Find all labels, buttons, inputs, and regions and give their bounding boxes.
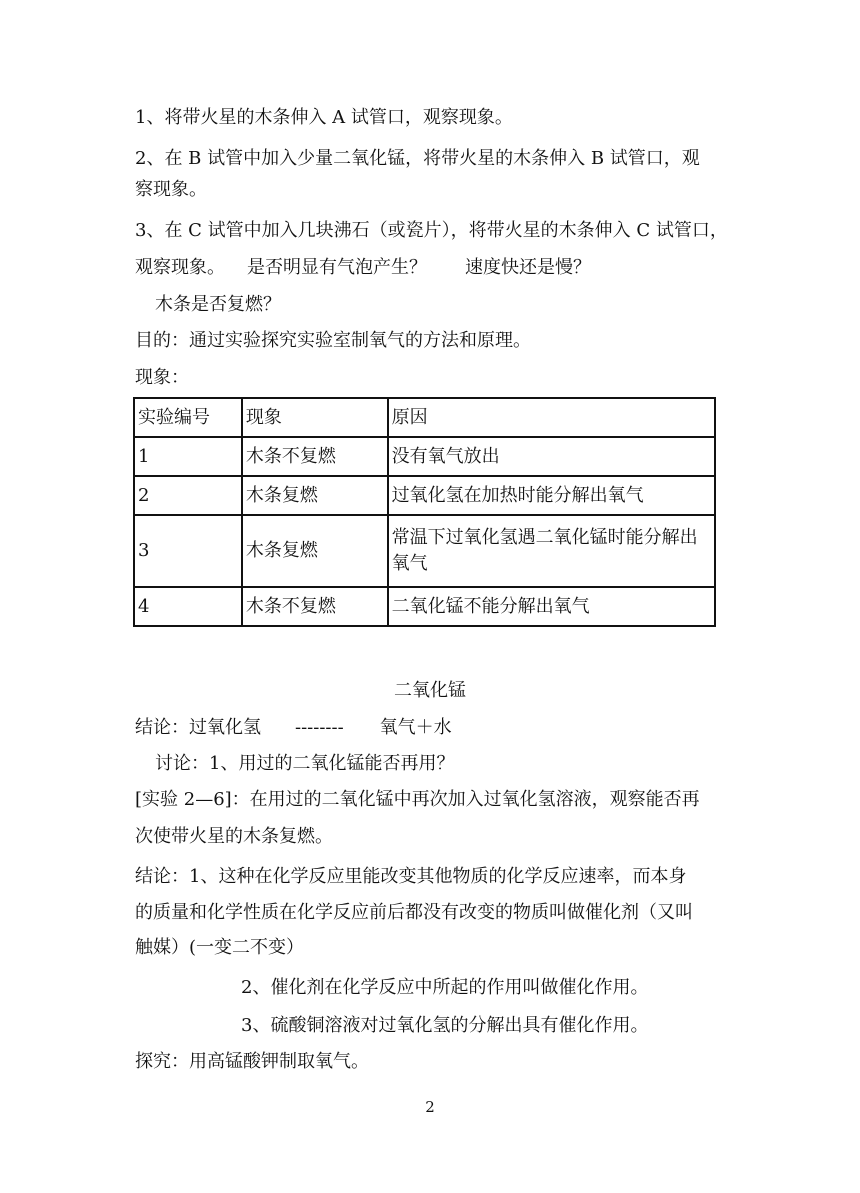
row-phenomenon: 木条复燃 [242, 515, 388, 587]
step-2-text-line2: 察现象。 [135, 179, 207, 200]
step-3-bubbles: 是否明显有气泡产生？ [247, 257, 427, 278]
row-id: 2 [134, 476, 242, 515]
explore-text: 探究：用高锰酸钾制取氧气。 [135, 1051, 369, 1072]
purpose-text: 目的：通过实验探究实验室制氧气的方法和原理。 [135, 330, 531, 351]
experiment-text-line1: [实验 2—6]：在用过的二氧化锰中再次加入过氧化氢溶液，观察能否再 [135, 789, 700, 810]
row-reason: 过氧化氢在加热时能分解出氧气 [388, 476, 715, 515]
equation-products: 氧气＋水 [379, 717, 452, 738]
results-table [133, 397, 716, 627]
conclusion-text-line3: 触媒）(一变二不变） [135, 937, 305, 958]
discussion-text: 讨论：1、用过的二氧化锰能否再用？ [155, 753, 455, 774]
table-row [134, 437, 715, 476]
row-phenomenon: 木条不复燃 [242, 437, 388, 476]
table-header-row [134, 398, 715, 437]
equation-catalyst: 二氧化锰 [394, 680, 466, 701]
equation-line [135, 716, 725, 740]
conclusion-item-3: 3、硫酸铜溶液对过氧化氢的分解出具有催化作用。 [241, 1015, 649, 1036]
header-cell-phenomenon: 现象 [242, 398, 388, 437]
experiment-text-line2: 次使带火星的木条复燃。 [135, 826, 333, 847]
step-3-speed: 速度快还是慢？ [465, 257, 591, 278]
table-row [134, 587, 715, 626]
row-id: 3 [134, 515, 242, 587]
table-row [134, 515, 715, 587]
row-phenomenon: 木条复燃 [242, 476, 388, 515]
phenomenon-label: 现象： [135, 367, 189, 388]
step-3-text-line2 [135, 256, 725, 280]
step-3-observe: 观察现象。 [135, 257, 225, 278]
page-number: 2 [425, 1098, 435, 1116]
step-3-text-line3: 木条是否复燃？ [155, 294, 281, 315]
row-phenomenon: 木条不复燃 [242, 587, 388, 626]
conclusion-item-2: 2、催化剂在化学反应中所起的作用叫做催化作用。 [241, 977, 649, 998]
row-reason: 没有氧气放出 [388, 437, 715, 476]
table-row [134, 476, 715, 515]
header-cell-reason: 原因 [388, 398, 715, 437]
step-1-text: 1、将带火星的木条伸入 A 试管口，观察现象。 [135, 107, 513, 128]
equation-arrow: -------- [295, 717, 344, 738]
header-cell-id: 实验编号 [134, 398, 242, 437]
row-id: 4 [134, 587, 242, 626]
conclusion-text-line1: 结论：1、这种在化学反应里能改变其他物质的化学反应速率，而本身 [135, 866, 687, 887]
row-id: 1 [134, 437, 242, 476]
step-3-text-line1: 3、在 C 试管中加入几块沸石（或瓷片），将带火星的木条伸入 C 试管口， [135, 220, 728, 241]
row-reason: 常温下过氧化氢遇二氧化锰时能分解出氧气 [388, 515, 715, 587]
step-2-text-line1: 2、在 B 试管中加入少量二氧化锰，将带火星的木条伸入 B 试管口，观 [135, 148, 700, 169]
row-reason: 二氧化锰不能分解出氧气 [388, 587, 715, 626]
equation-reactant: 结论：过氧化氢 [135, 717, 261, 738]
conclusion-text-line2: 的质量和化学性质在化学反应前后都没有改变的物质叫做催化剂（又叫 [135, 902, 693, 923]
